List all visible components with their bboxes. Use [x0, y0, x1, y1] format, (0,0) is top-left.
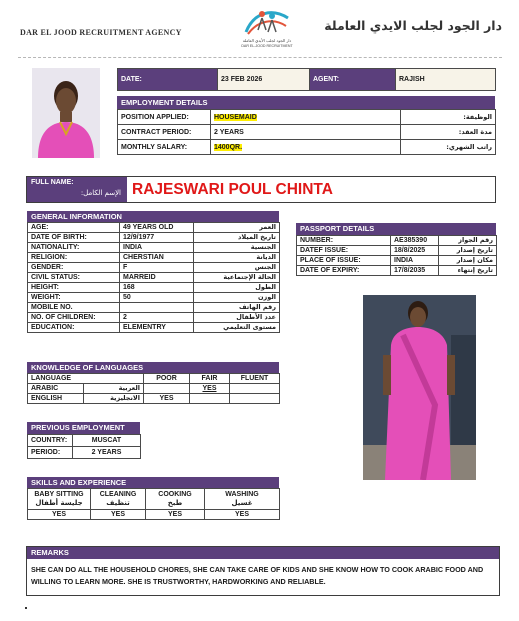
general-ar: الجنسية [194, 243, 280, 253]
header-divider [18, 57, 502, 58]
employment-title: EMPLOYMENT DETAILS [117, 96, 495, 109]
previous-title: PREVIOUS EMPLOYMENT [27, 422, 140, 434]
skill-cleaning-value: YES [91, 510, 146, 520]
logo-text-ar: دار الجود لجلب الأيدي العاملة [242, 38, 292, 43]
footer-mark [25, 607, 27, 609]
skill-cooking-value: YES [146, 510, 205, 520]
general-label: DATE OF BIRTH: [28, 233, 120, 243]
general-ar: الجنس [194, 263, 280, 273]
skill-babysitting-value: YES [28, 510, 91, 520]
passport-ar: رقم الجواز [439, 236, 497, 246]
previous-table [27, 434, 141, 459]
general-label: CIVIL STATUS: [28, 273, 120, 283]
skill-cleaning-ar: تنظيف [106, 499, 130, 507]
lang-english-fair [190, 394, 230, 404]
passport-ar: تاريخ إصدار [439, 246, 497, 256]
general-row [28, 293, 280, 303]
skills-table [27, 488, 280, 520]
general-ar: الطول [194, 283, 280, 293]
general-value: ELEMENTRY [120, 323, 194, 333]
prev-country-label: COUNTRY: [28, 435, 73, 447]
general-value: 2 [120, 313, 194, 323]
general-ar: الوزن [194, 293, 280, 303]
contract-value: 2 YEARS [211, 125, 401, 140]
passport-label: DATEF ISSUE: [297, 246, 391, 256]
general-label: EDUCATION: [28, 323, 120, 333]
general-value: 168 [120, 283, 194, 293]
date-agent-table [117, 68, 496, 91]
general-row [28, 303, 280, 313]
skill-babysitting-en: BABY SITTING [34, 491, 84, 498]
skill-cleaning-en: CLEANING [99, 491, 137, 498]
date-value: 23 FEB 2026 [218, 69, 310, 91]
general-ar: عدد الأطفال [194, 313, 280, 323]
skill-cleaning [91, 489, 146, 510]
agency-logo [238, 4, 296, 52]
passport-value: AE385390 [391, 236, 439, 246]
employment-table [117, 109, 496, 155]
lang-english-fluent [230, 394, 280, 404]
passport-row [297, 256, 497, 266]
general-row [28, 243, 280, 253]
general-table [27, 222, 280, 333]
general-label: NO. OF CHILDREN: [28, 313, 120, 323]
applicant-full-photo [363, 295, 476, 480]
remarks-title: REMARKS [27, 547, 499, 559]
skill-cooking [146, 489, 205, 510]
lang-arabic-fair: YES [190, 384, 230, 394]
general-ar: تاريخ الميلاد [194, 233, 280, 243]
salary-label-ar: راتب الشهري: [401, 140, 496, 155]
general-row [28, 273, 280, 283]
general-row [28, 233, 280, 243]
passport-value: 17/8/2035 [391, 266, 439, 276]
lang-arabic-en: ARABIC [28, 384, 84, 394]
passport-value: INDIA [391, 256, 439, 266]
general-row [28, 323, 280, 333]
lang-header-fluent: FLUENT [230, 374, 280, 384]
full-name-label-cell [27, 177, 127, 202]
lang-arabic-ar: العربية [84, 384, 144, 394]
general-row [28, 263, 280, 273]
passport-ar: مكان إصدار [439, 256, 497, 266]
languages-table [27, 373, 280, 404]
salary-label: MONTHLY SALARY: [118, 140, 211, 155]
logo-text-en: DAR EL-JOOD RECRUITMENT [241, 44, 293, 48]
passport-label: PLACE OF ISSUE: [297, 256, 391, 266]
contract-label-ar: مدة العقد: [401, 125, 496, 140]
position-label-ar: الوظيفة: [401, 110, 496, 125]
lang-arabic-poor [144, 384, 190, 394]
general-label: GENDER: [28, 263, 120, 273]
general-label: RELIGION: [28, 253, 120, 263]
general-row [28, 283, 280, 293]
general-value: CHERSTIAN [120, 253, 194, 263]
skill-washing-value: YES [205, 510, 280, 520]
general-ar: رقم الهاتف [194, 303, 280, 313]
skill-babysitting-ar: جليسة أطفال [35, 499, 83, 507]
agency-name-en: DAR EL JOOD RECRUITMENT AGENCY [20, 28, 182, 37]
lang-header-language: LANGUAGE [28, 374, 144, 384]
passport-row [297, 236, 497, 246]
lang-english-en: ENGLISH [28, 394, 84, 404]
position-label: POSITION APPLIED: [118, 110, 211, 125]
lang-english-ar: الانجليزية [84, 394, 144, 404]
prev-period-label: PERIOD: [28, 447, 73, 459]
agent-value: RAJISH [396, 69, 496, 91]
skill-cooking-ar: طبخ [167, 499, 183, 507]
prev-country-value: MUSCAT [73, 435, 141, 447]
general-value: F [120, 263, 194, 273]
applicant-portrait [32, 68, 100, 158]
skill-washing-ar: غسيل [231, 499, 253, 507]
general-row [28, 223, 280, 233]
general-value: INDIA [120, 243, 194, 253]
passport-row [297, 266, 497, 276]
general-label: MOBILE NO. [28, 303, 120, 313]
full-name-label-ar: الإسم الكامل: [80, 189, 121, 197]
lang-arabic-fluent [230, 384, 280, 394]
general-row [28, 313, 280, 323]
general-ar: الحالة الإجتماعية [194, 273, 280, 283]
skill-babysitting [28, 489, 91, 510]
prev-period-value: 2 YEARS [73, 447, 141, 459]
general-ar: العمر [194, 223, 280, 233]
general-value: MARREID [120, 273, 194, 283]
passport-label: NUMBER: [297, 236, 391, 246]
passport-table [296, 235, 497, 276]
passport-ar: تاريخ إنتهاء [439, 266, 497, 276]
contract-label: CONTRACT PERIOD: [118, 125, 211, 140]
general-ar: الديانة [194, 253, 280, 263]
general-label: AGE: [28, 223, 120, 233]
remarks-box [26, 546, 500, 596]
general-value: 49 YEARS OLD [120, 223, 194, 233]
languages-title: KNOWLEDGE OF LANGUAGES [27, 362, 279, 373]
passport-label: DATE OF EXPIRY: [297, 266, 391, 276]
date-label: DATE: [118, 69, 218, 91]
lang-english-poor: YES [144, 394, 190, 404]
general-label: NATIONALITY: [28, 243, 120, 253]
full-name-label: FULL NAME: [31, 179, 74, 186]
agent-label: AGENT: [310, 69, 396, 91]
full-name-value: RAJESWARI POUL CHINTA [132, 181, 333, 198]
full-name-box [26, 176, 496, 203]
general-row [28, 253, 280, 263]
skill-cooking-en: COOKING [158, 491, 192, 498]
agency-name-ar: دار الجود لجلب الايدي العاملة [324, 18, 502, 33]
position-value: HOUSEMAID [214, 113, 257, 121]
skills-title: SKILLS AND EXPERIENCE [27, 477, 279, 488]
general-title: GENERAL INFORMATION [27, 211, 279, 222]
passport-value: 18/8/2025 [391, 246, 439, 256]
general-value: 50 [120, 293, 194, 303]
lang-header-fair: FAIR [190, 374, 230, 384]
skill-washing-en: WASHING [225, 491, 259, 498]
general-label: HEIGHT: [28, 283, 120, 293]
general-value [120, 303, 194, 313]
skill-washing [205, 489, 280, 510]
lang-header-poor: POOR [144, 374, 190, 384]
passport-row [297, 246, 497, 256]
salary-value: 1400QR. [214, 143, 243, 151]
remarks-text: SHE CAN DO ALL THE HOUSEHOLD CHORES, SHE CAN TAKE CARE OF KIDS AND SHE KNOW HOW TO COOK ARABIC FOOD AND WILLING TO LEARN MORE. SHE IS TRUSTWORTHY, HARDWORKING AND RELIABLE. [31, 565, 484, 586]
general-value: 12/9/1977 [120, 233, 194, 243]
general-ar: مستوى التعليمي [194, 323, 280, 333]
passport-title: PASSPORT DETAILS [296, 223, 496, 235]
general-label: WEIGHT: [28, 293, 120, 303]
